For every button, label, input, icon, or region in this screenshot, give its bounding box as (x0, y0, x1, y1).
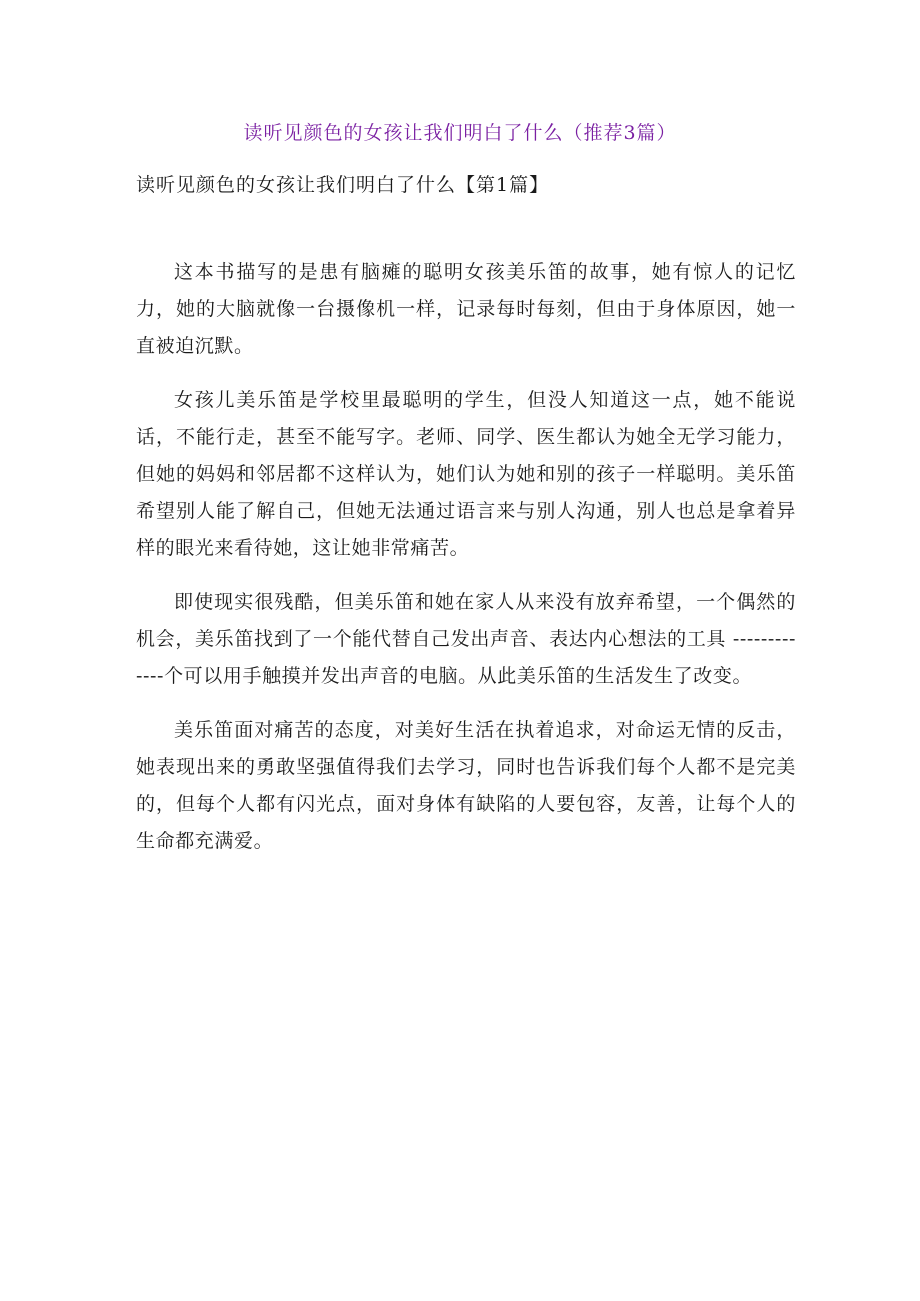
paragraph: 女孩儿美乐笛是学校里最聪明的学生，但没人知道这一点，她不能说话，不能行走，甚至不能写字。老师、同学、医生都认为她全无学习能力，但她的妈妈和邻居都不这样认为，她们认为她和别的孩子一样聪明。美乐笛希望别人能了解自己，但她无法通过语言来与别人沟通，别人也总是拿着异样的眼光来看待她，这让她非常痛苦。 (136, 389, 796, 559)
paragraph: 这本书描写的是患有脑瘫的聪明女孩美乐笛的故事，她有惊人的记忆力，她的大脑就像一台摄像机一样，记录每时每刻，但由于身体原因，她一直被迫沉默。 (136, 261, 796, 357)
paragraph: 即使现实很残酷，但美乐笛和她在家人从来没有放弃希望，一个偶然的机会，美乐笛找到了一个能代替自己发出声音、表达内心想法的工具 -------------个可以用手触摸并发出声音的电脑。从此美乐笛的生活发生了改变。 (136, 591, 796, 687)
document-title: 读听见颜色的女孩让我们明白了什么（推荐3篇） (243, 122, 677, 144)
document-body (136, 254, 796, 877)
paragraph: 美乐笛面对痛苦的态度，对美好生活在执着追求，对命运无情的反击，她表现出来的勇敢坚强值得我们去学习，同时也告诉我们每个人都不是完美的，但每个人都有闪光点，面对身体有缺陷的人要包容，友善，让每个人的生命都充满爱。 (136, 719, 796, 852)
section-heading: 读听见颜色的女孩让我们明白了什么【第1篇】 (136, 174, 550, 196)
